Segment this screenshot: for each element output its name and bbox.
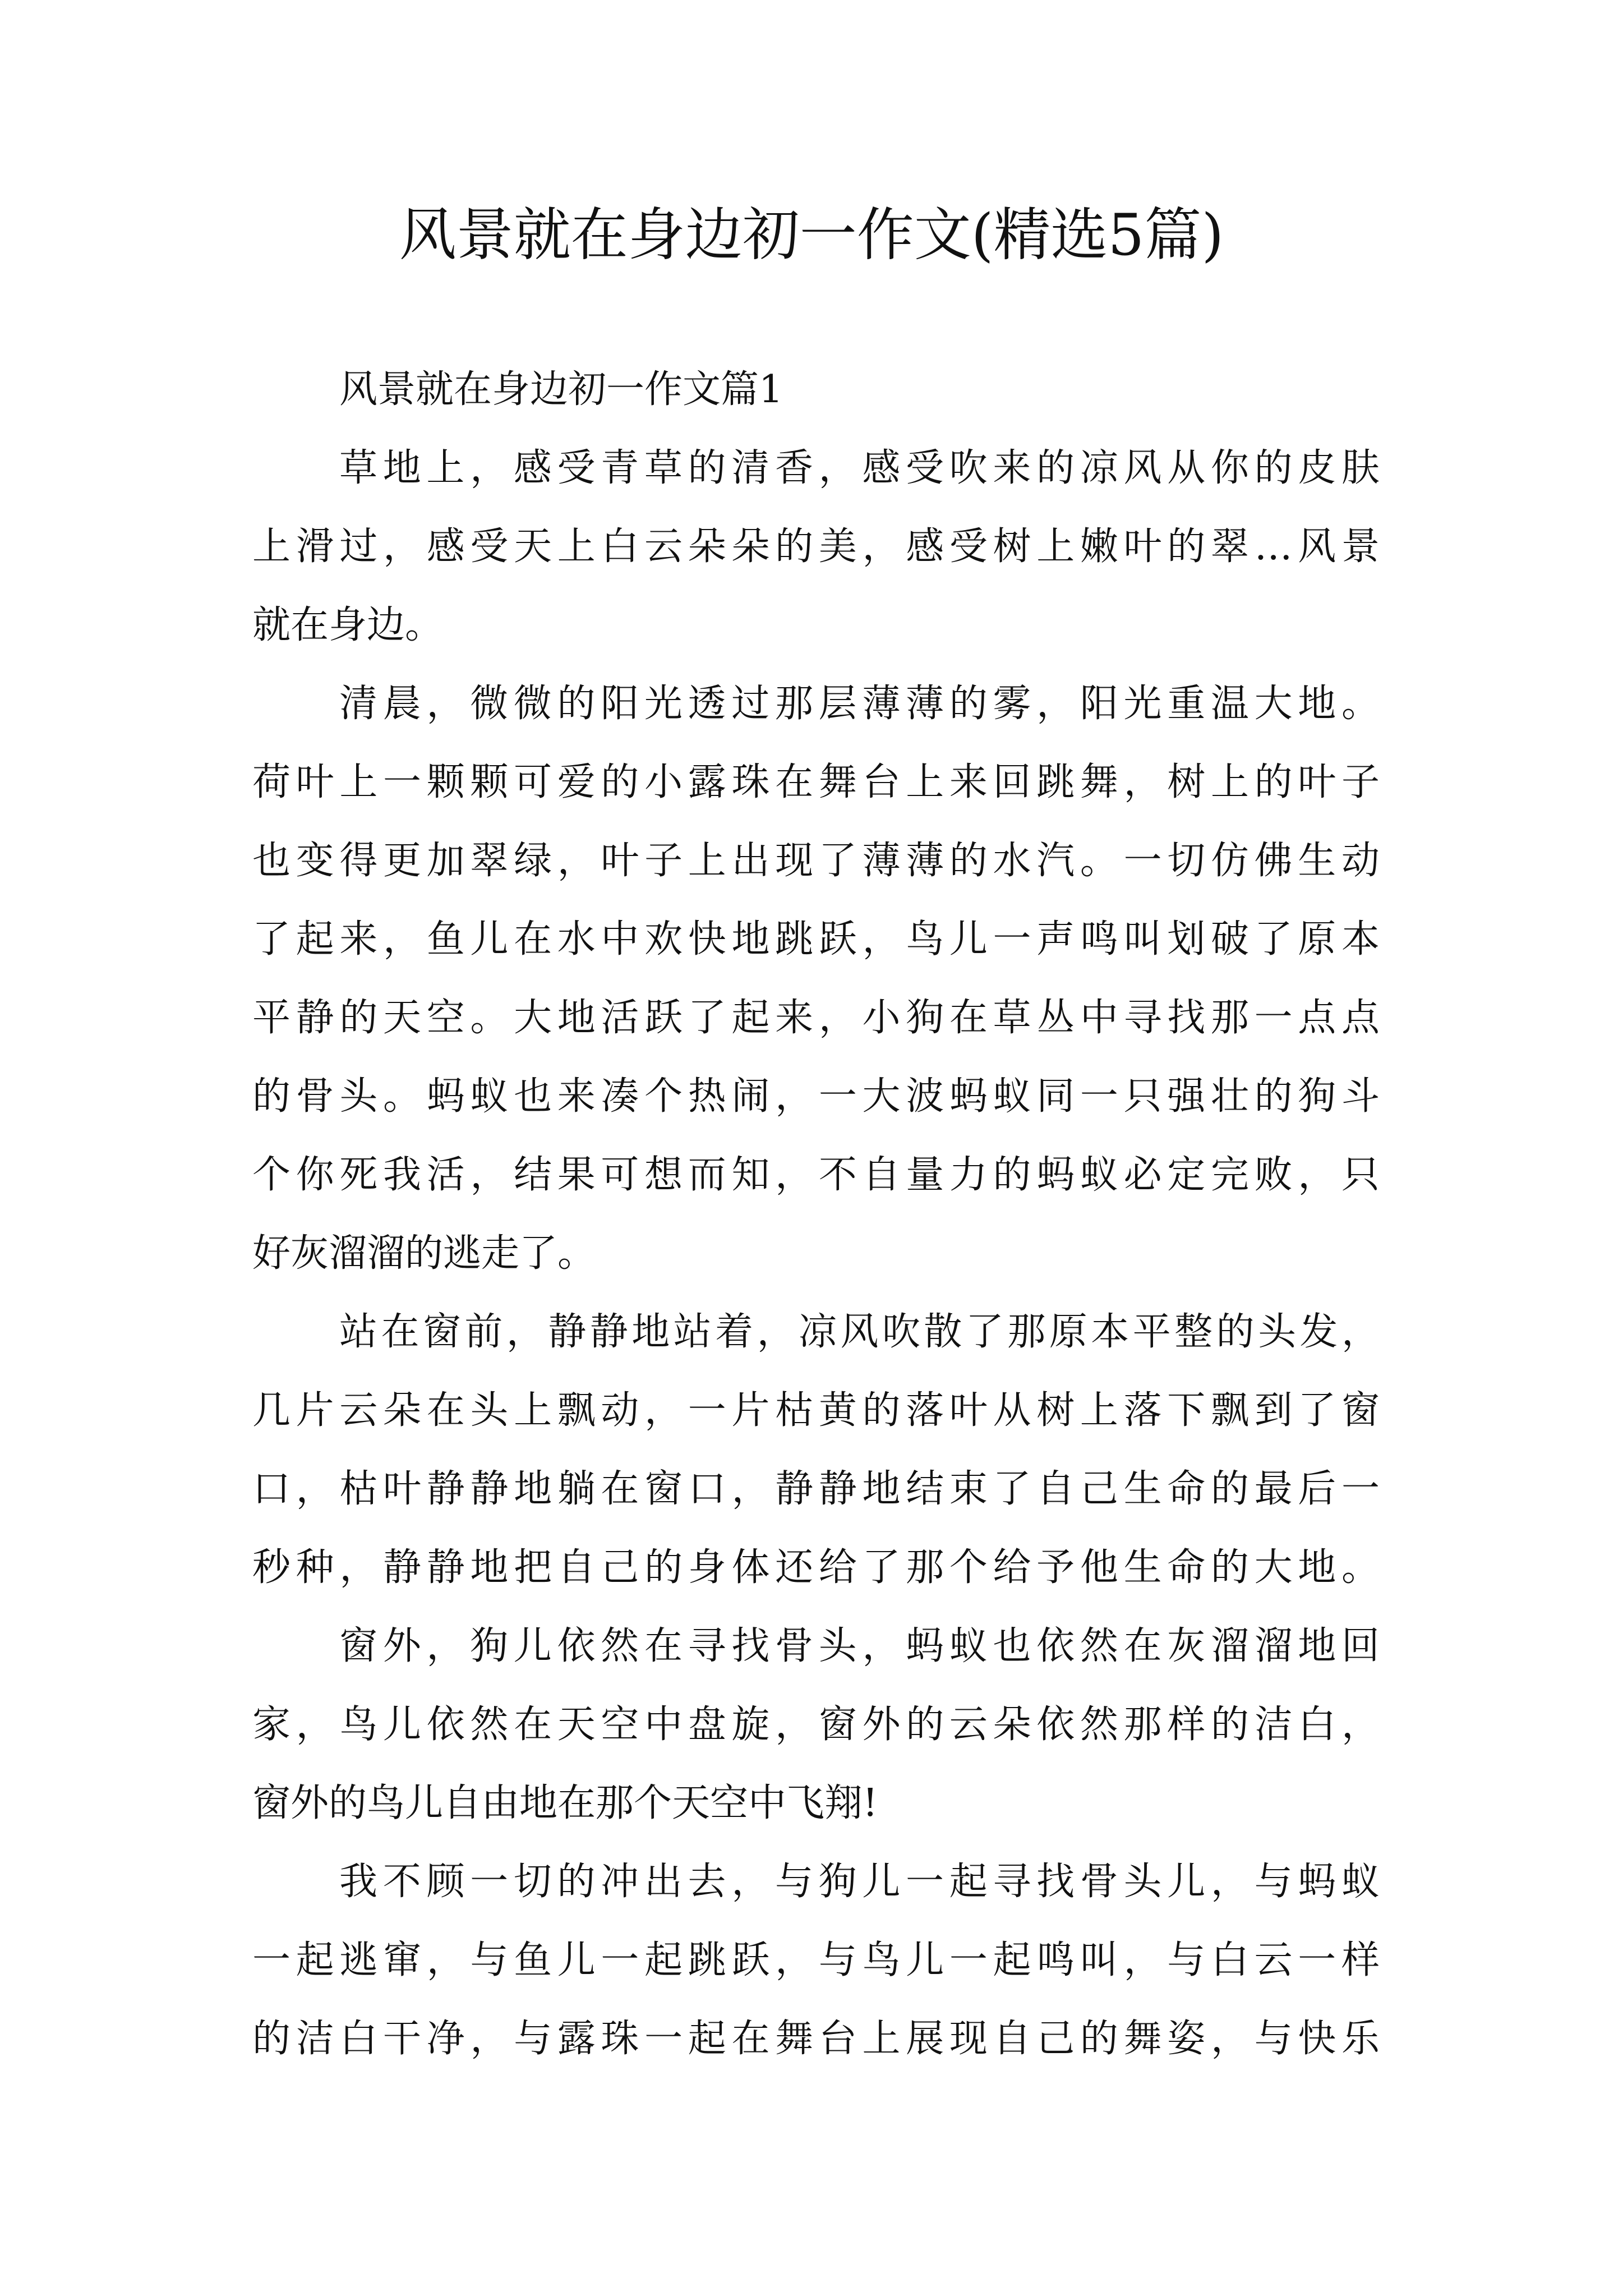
paragraph-line: 窗外，狗儿依然在寻找骨头，蚂蚁也依然在灰溜溜地回 <box>339 1624 1380 1668</box>
paragraph-line: 就在身边。 <box>252 603 444 647</box>
paragraph-line: 一起逃窜，与鱼儿一起跳跃，与鸟儿一起鸣叫，与白云一样 <box>252 1938 1380 1982</box>
paragraph-line: 个你死我活，结果可想而知，不自量力的蚂蚁必定完败，只 <box>252 1153 1380 1197</box>
paragraph-line: 上滑过，感受天上白云朵朵的美，感受树上嫩叶的翠…风景 <box>252 524 1380 569</box>
paragraph-4 <box>252 1607 1380 1843</box>
paragraph-3 <box>252 1293 1380 1607</box>
paragraph-line: 站在窗前，静静地站着，凉风吹散了那原本平整的头发， <box>339 1310 1380 1354</box>
document-body <box>252 351 1380 2078</box>
paragraph-line: 了起来，鱼儿在水中欢快地跳跃，鸟儿一声鸣叫划破了原本 <box>252 917 1380 961</box>
paragraph-line: 清晨，微微的阳光透过那层薄薄的雾，阳光重温大地。 <box>339 682 1380 726</box>
paragraph-line: 草地上，感受青草的清香，感受吹来的凉风从你的皮肤 <box>339 446 1380 490</box>
paragraph-1 <box>252 429 1380 665</box>
paragraph-line: 我不顾一切的冲出去，与狗儿一起寻找骨头儿，与蚂蚁 <box>339 1860 1380 1904</box>
paragraph-line: 荷叶上一颗颗可爱的小露珠在舞台上来回跳舞，树上的叶子 <box>252 760 1380 804</box>
paragraph-line: 家，鸟儿依然在天空中盘旋，窗外的云朵依然那样的洁白， <box>252 1703 1380 1747</box>
paragraph-line: 的骨头。蚂蚁也来凑个热闹，一大波蚂蚁同一只强壮的狗斗 <box>252 1074 1380 1119</box>
paragraph-line: 也变得更加翠绿，叶子上出现了薄薄的水汽。一切仿佛生动 <box>252 839 1380 883</box>
paragraph-line: 秒种，静静地把自己的身体还给了那个给予他生命的大地。 <box>252 1545 1380 1590</box>
paragraph-line: 好灰溜溜的逃走了。 <box>252 1231 596 1276</box>
paragraph-line: 的洁白干净，与露珠一起在舞台上展现自己的舞姿，与快乐 <box>252 2017 1380 2061</box>
paragraph-2 <box>252 665 1380 1293</box>
section-heading: 风景就在身边初一作文篇1 <box>339 367 783 412</box>
paragraph-5 <box>252 1843 1380 2078</box>
paragraph-line: 口，枯叶静静地躺在窗口，静静地结束了自己生命的最后一 <box>252 1467 1380 1511</box>
document-title: 风景就在身边初一作文(精选5篇) <box>399 202 1224 269</box>
paragraph-line: 平静的天空。大地活跃了起来，小狗在草丛中寻找那一点点 <box>252 996 1380 1040</box>
paragraph-line: 窗外的鸟儿自由地在那个天空中飞翔! <box>252 1781 878 1825</box>
paragraph-line: 几片云朵在头上飘动，一片枯黄的落叶从树上落下飘到了窗 <box>252 1388 1380 1433</box>
